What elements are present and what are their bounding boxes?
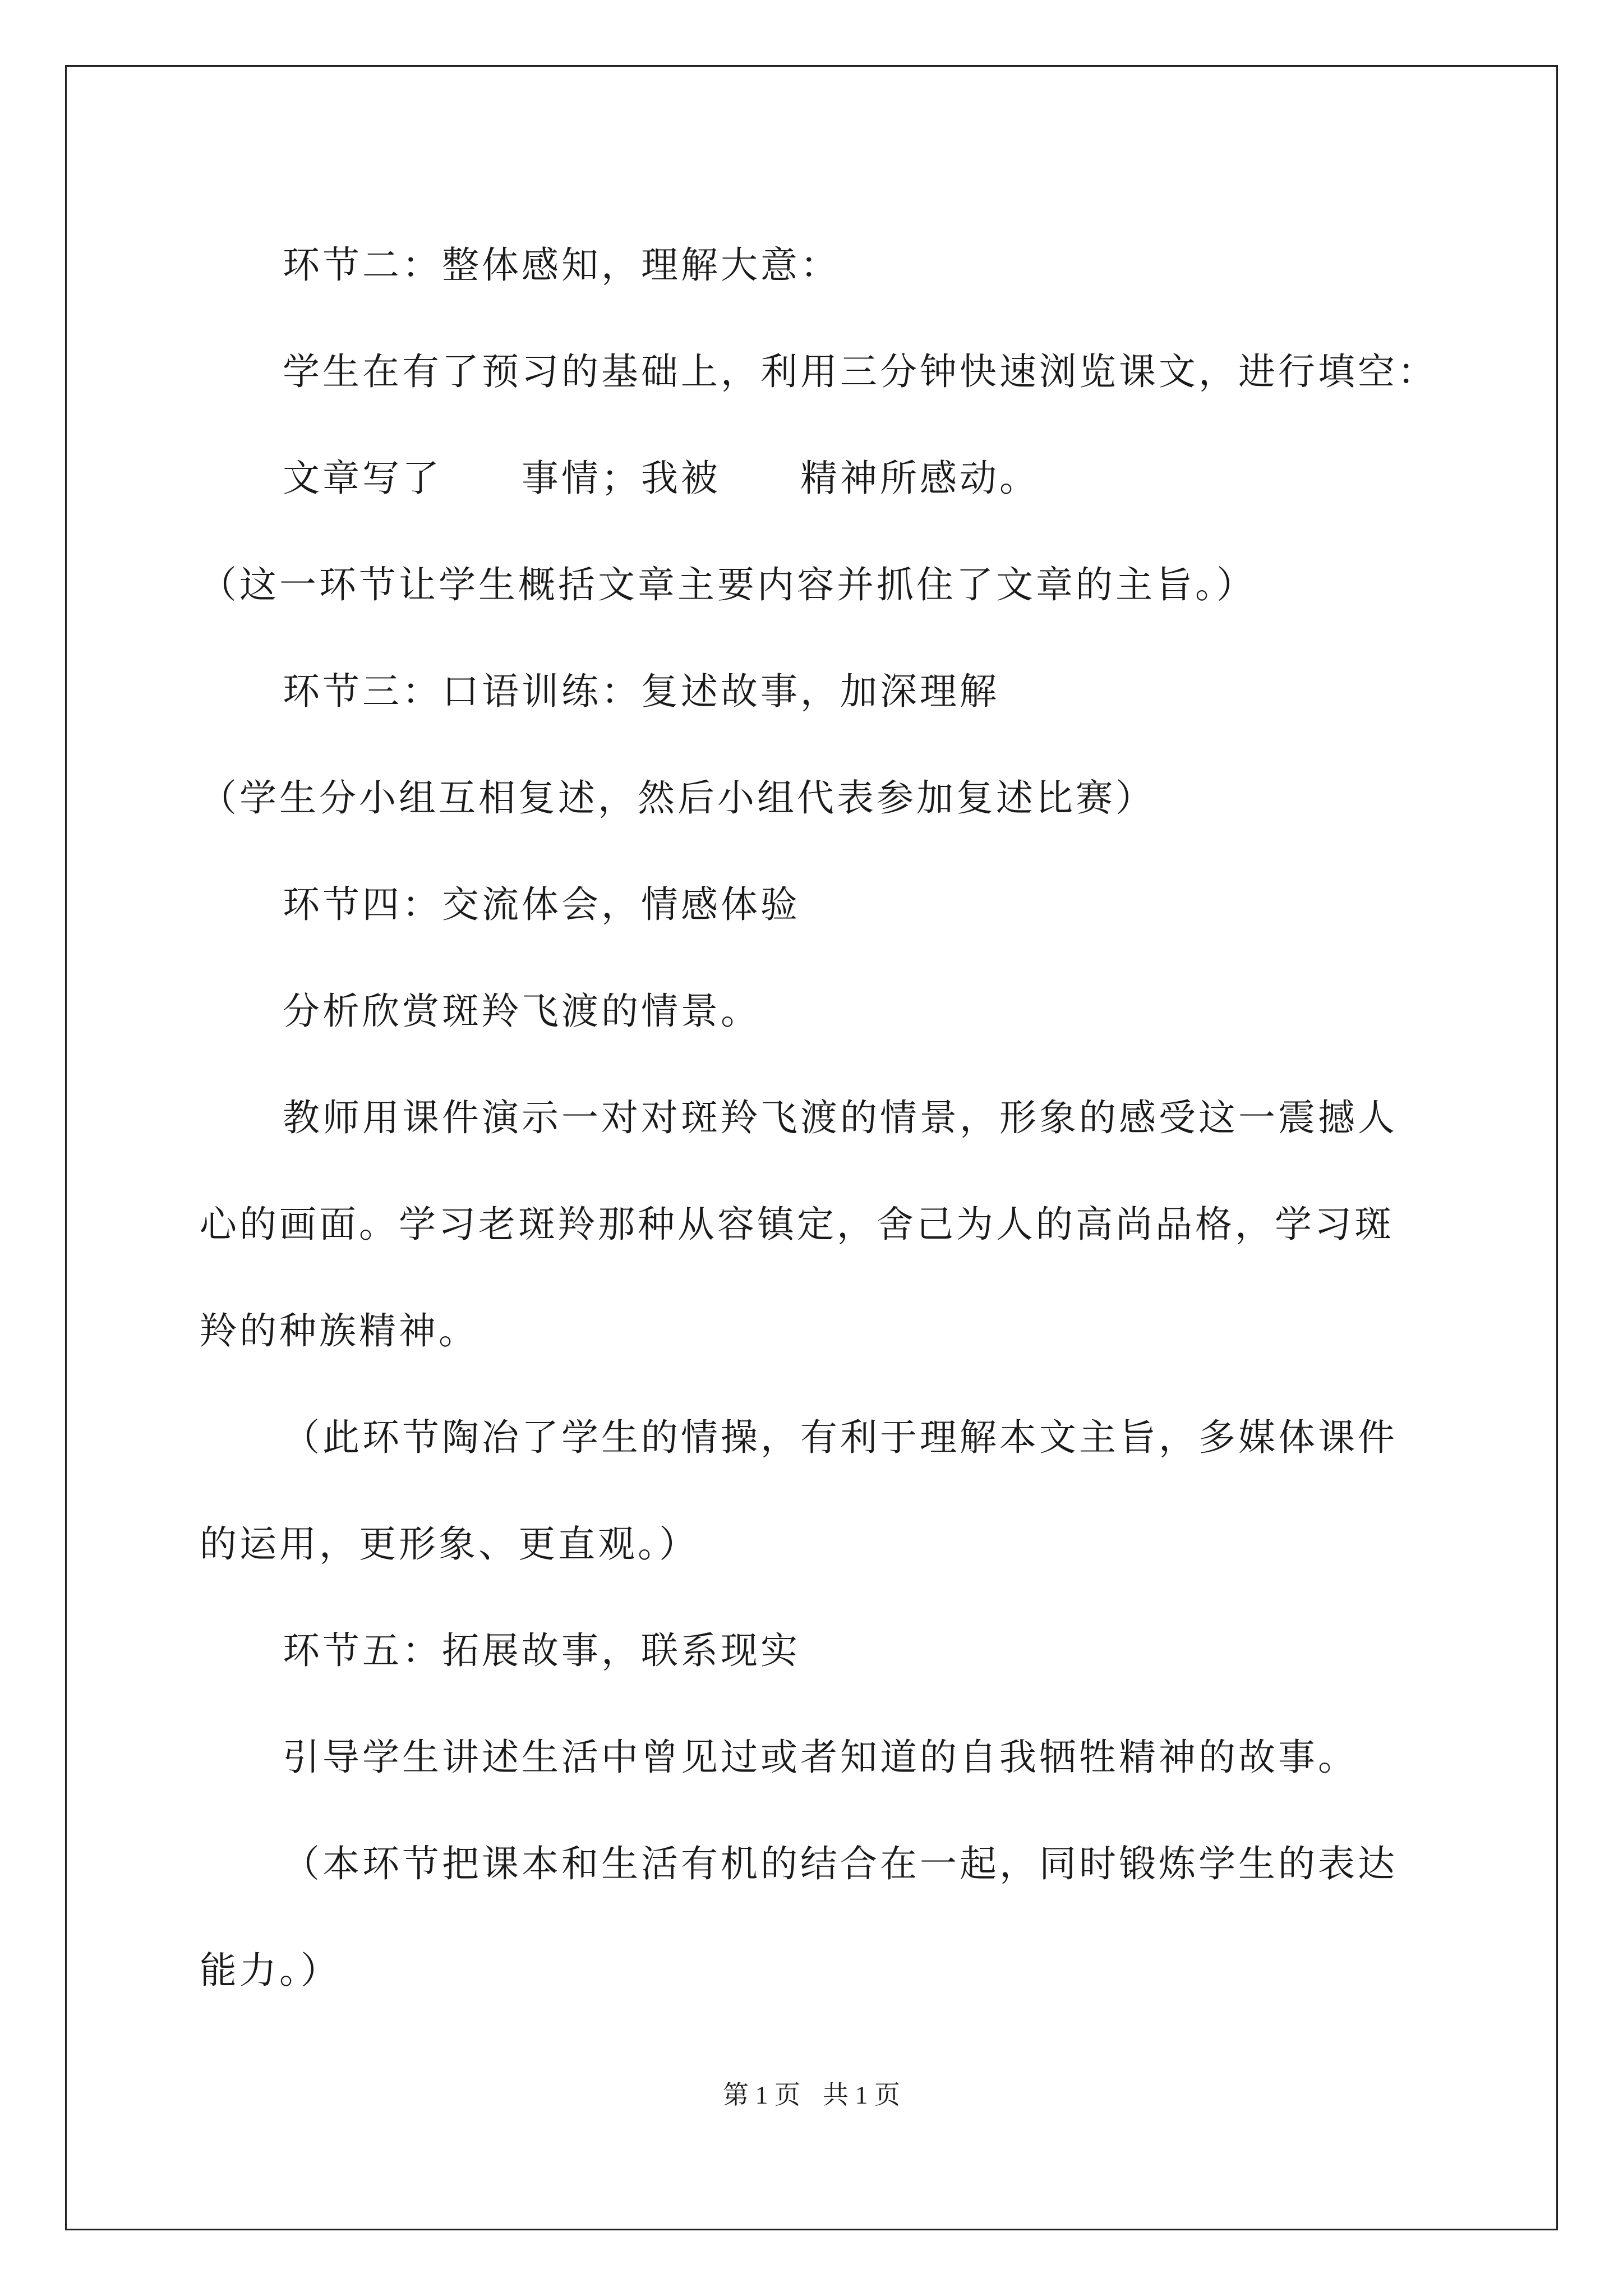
paragraph-guide-stories: 引导学生讲述生活中曾见过或者知道的自我牺牲精神的故事。 [283,1736,1358,1779]
paragraph-section-two-heading: 环节二：整体感知，理解大意： [283,243,840,287]
paragraph-preview-instruction: 学生在有了预习的基础上，利用三分钟快速浏览课文，进行填空： [283,350,1437,393]
paragraph-fill-in-blank: 文章写了 事情；我被 精神所感动。 [283,457,1039,500]
paragraph-note-expression-line2: 能力。） [200,1949,340,1992]
paragraph-section-five-heading: 环节五：拓展故事，联系现实 [283,1629,800,1672]
page-footer [0,2074,1623,2111]
paragraph-note-retelling: （学生分小组互相复述，然后小组代表参加复述比赛） [200,776,1155,820]
paragraph-teacher-demo-line3: 羚的种族精神。 [200,1309,478,1352]
paragraph-teacher-demo-line1: 教师用课件演示一对对斑羚飞渡的情景，形象的感受这一震撼人 [283,1096,1398,1139]
paragraph-note-multimedia-line1: （此环节陶冶了学生的情操，有利于理解本文主旨，多媒体课件 [283,1416,1398,1459]
paragraph-note-expression-line1: （本环节把课本和生活有机的结合在一起，同时锻炼学生的表达 [283,1842,1398,1885]
paragraph-section-four-heading: 环节四：交流体会，情感体验 [283,883,800,926]
paragraph-note-multimedia-line2: 的运用，更形象、更直观。） [200,1522,699,1566]
paragraph-note-main-idea: （这一环节让学生概括文章主要内容并抓住了文章的主旨。） [200,563,1256,606]
paragraph-teacher-demo-line2: 心的画面。学习老斑羚那种从容镇定，舍己为人的高尚品格，学习斑 [200,1203,1394,1246]
page-total: 共 1 页 [823,2081,900,2109]
paragraph-analyze-scene: 分析欣赏斑羚飞渡的情景。 [283,990,760,1033]
paragraph-section-three-heading: 环节三：口语训练：复述故事，加深理解 [283,670,999,713]
document-body [200,212,1437,2024]
page-number: 第 1 页 [723,2081,800,2109]
